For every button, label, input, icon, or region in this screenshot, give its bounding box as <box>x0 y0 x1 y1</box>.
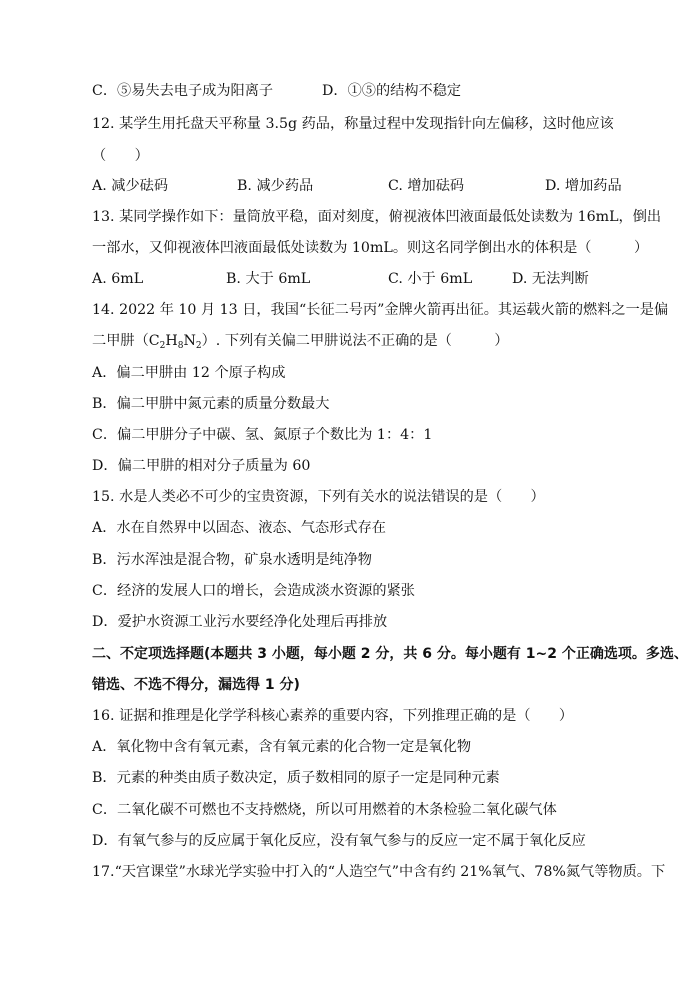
q14-stem-line1: 14. 2022 年 10 月 13 日，我国“长征二号丙”金牌火箭再出征。其运载火箭的燃料之一是偏 <box>92 302 669 318</box>
q15-option-c: C．经济的发展人口的增长，会造成淡水资源的紧张 <box>92 583 415 599</box>
q12-option-c: C. 增加砝码 <box>388 178 465 194</box>
q11-option-d: D．①⑤的结构不稳定 <box>322 83 462 99</box>
q13-stem-line1: 13. 某同学操作如下：量筒放平稳，面对刻度，俯视液体凹液面最低处读数为 16mL，倒出 <box>92 209 662 225</box>
q14-stem-line2 <box>92 331 655 351</box>
q15-option-a: A．水在自然界中以固态、液态、气态形式存在 <box>92 520 386 536</box>
q12-options-row <box>92 176 655 196</box>
q13-option-d: D. 无法判断 <box>512 271 589 287</box>
q16-stem: 16. 证据和推理是化学学科核心素养的重要内容，下列推理正确的是（ ） <box>92 708 574 724</box>
q15-stem: 15. 水是人类必不可少的宝贵资源，下列有关水的说法错误的是（ ） <box>92 489 545 505</box>
q14-stem-suffix: ）. 下列有关偏二甲肼说法不正确的是（ ） <box>201 333 509 349</box>
q14-formula-n: N <box>183 333 196 349</box>
q16-option-b: B．元素的种类由质子数决定，质子数相同的原子一定是同种元素 <box>92 770 500 786</box>
q16-option-d: D．有氧气参与的反应属于氧化反应，没有氧气参与的反应一定不属于氧化反应 <box>92 833 586 849</box>
q14-formula-sub-h: 8 <box>177 341 184 351</box>
q16-option-a: A．氧化物中含有氧元素，含有氧元素的化合物一定是氧化物 <box>92 739 472 755</box>
q17-stem-line1: 17.“天宫课堂”水球光学实验中打入的“人造空气”中含有约 21%氧气、78%氮气等物质。下 <box>92 864 666 880</box>
q14-option-b: B．偏二甲肼中氮元素的质量分数最大 <box>92 396 330 412</box>
q15-option-d: D．爱护水资源工业污水要经净化处理后再排放 <box>92 614 388 630</box>
q14-option-d: D．偏二甲肼的相对分子质量为 60 <box>92 458 311 474</box>
q12-option-b: B. 减少药品 <box>237 178 314 194</box>
q13-option-a: A. 6mL <box>92 271 144 287</box>
q13-options-row <box>92 269 655 289</box>
section2-heading-line1: 二、不定项选择题(本题共 3 小题，每小题 2 分，共 6 分。每小题有 1~2 个正确选项。多选、 <box>92 646 688 662</box>
q14-formula-h: H <box>165 333 178 349</box>
q12-option-a: A. 减少砝码 <box>92 178 169 194</box>
q12-stem: 12. 某学生用托盘天平称量 3.5g 药品，称量过程中发现指针向左偏移，这时他应该 <box>92 116 614 132</box>
q14-formula-sub-c: 2 <box>159 341 166 351</box>
q11-option-c: C．⑤易失去电子成为阳离子 <box>92 83 274 99</box>
q16-option-c: C．二氧化碳不可燃也不支持燃烧，所以可用燃着的木条检验二氧化碳气体 <box>92 802 557 818</box>
q13-option-b: B. 大于 6mL <box>226 271 311 287</box>
q13-option-c: C. 小于 6mL <box>388 271 473 287</box>
section2-heading-line2: 错选、不选不得分，漏选得 1 分) <box>92 677 300 693</box>
q11-options-row <box>92 81 655 101</box>
q12-option-d: D. 增加药品 <box>545 178 622 194</box>
q14-option-a: A．偏二甲肼由 12 个原子构成 <box>92 365 286 381</box>
q14-option-c: C．偏二甲肼分子中碳、氢、氮原子个数比为 1：4：1 <box>92 427 433 443</box>
q13-stem-line2: 一部水，又仰视液体凹液面最低处读数为 10mL。则这名同学倒出水的体积是（ ） <box>92 240 649 256</box>
q15-option-b: B．污水浑浊是混合物，矿泉水透明是纯净物 <box>92 552 372 568</box>
q12-answer-paren: （ ） <box>92 148 149 164</box>
q14-formula-prefix: 二甲肼（C <box>92 333 160 349</box>
q14-formula-sub-n: 2 <box>195 341 202 351</box>
